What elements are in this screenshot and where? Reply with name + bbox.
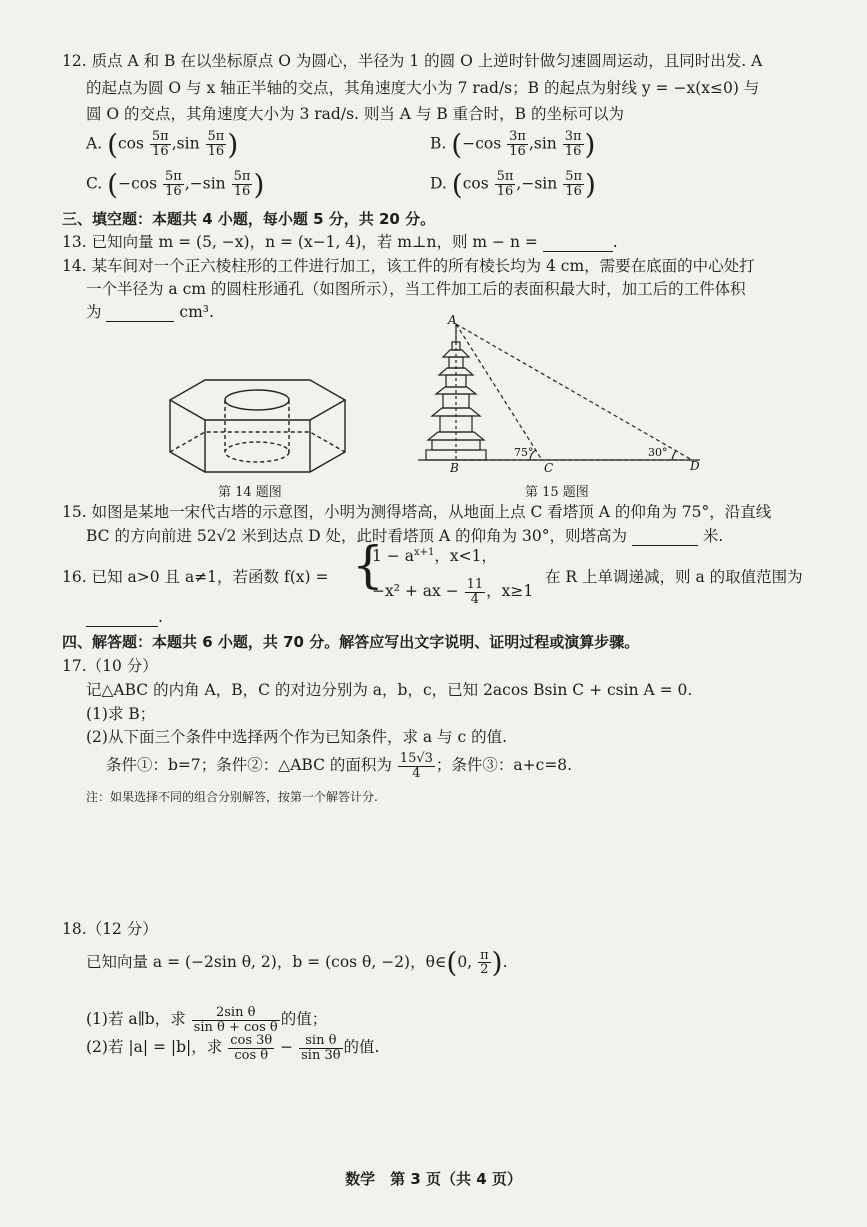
q13-answer-blank[interactable] (543, 237, 613, 252)
q12-line-1: 12. 质点 A 和 B 在以坐标原点 O 为圆心，半径为 1 的圆 O 上逆时针做匀速圆周运动，且同时出发. A (62, 52, 763, 70)
fig15-angle-75: 75° (514, 446, 534, 459)
section-3-heading: 三、填空题：本题共 4 小题，每小题 5 分，共 20 分。 (62, 210, 436, 228)
q12-option-c: C. (−cos $\frac{5\pi}{16}$ ,−sin $\frac{5\pi}{16}$ ) (86, 168, 265, 201)
q18-title: 18.（12 分） (62, 920, 158, 938)
q14-answer-blank[interactable] (106, 307, 174, 322)
q16-answer-blank[interactable] (86, 612, 158, 627)
q16-prefix: 16. 已知 a>0 且 a≠1，若函数 f(x) = (62, 568, 329, 586)
q12-option-a: A. (cos $\frac{5\pi}{16}$ ,sin $\frac{5\pi}{16}$ ) (86, 128, 239, 161)
q16-answer-line: . (86, 608, 163, 627)
fig15-label-d: D (690, 459, 700, 473)
figure-15-caption: 第 15 题图 (525, 485, 589, 500)
q12-line-2: 的起点为圆 O 与 x 轴正半轴的交点，其角速度大小为 7 rad/s；B 的起点为射线 y = −x(x≤0) 与 (86, 79, 760, 97)
figure-15-tower-diagram (410, 312, 710, 474)
section-4-heading: 四、解答题：本题共 6 小题，共 70 分。解答应写出文字说明、证明过程或演算步骤。 (62, 633, 640, 651)
q12-line-3: 圆 O 的交点，其角速度大小为 3 rad/s. 则当 A 与 B 重合时，B 的坐标可以为 (86, 105, 624, 123)
q17-conditions: 条件①：b=7；条件②：△ABC 的面积为 $\frac{15√3}{4}$ ；条件③：a+c=8. (106, 751, 573, 781)
q14-line-1: 14. 某车间对一个正六棱柱形的工件进行加工，该工件的所有棱长均为 4 cm，需要在底面的中心处打 (62, 257, 755, 275)
fig15-label-b: B (450, 461, 459, 474)
q17-note: 注：如果选择不同的组合分别解答，按第一个解答计分. (86, 790, 378, 804)
q17-part-1: (1)求 B； (86, 705, 156, 723)
figure-14-caption: 第 14 题图 (218, 485, 282, 500)
fig15-label-c: C (544, 461, 554, 474)
q18-line-1: 已知向量 a = (−2sin θ, 2)，b = (cos θ, −2)，θ∈(0, $\frac{\pi}{2}$ ). (86, 946, 508, 979)
q17-line-1: 记△ABC 的内角 A，B，C 的对边分别为 a，b，c，已知 2acos Bsin C + csin A = 0. (86, 681, 693, 699)
q16-case-2: −x² + ax − $\frac{11}{4}$ ，x≥1 (372, 577, 534, 607)
q13-text: 13. 已知向量 m = (5, −x)，n = (x−1, 4)，若 m⊥n，则 m − n = . (62, 233, 618, 251)
q15-answer-blank[interactable] (632, 531, 698, 546)
q12-option-d: D. (cos $\frac{5\pi}{16}$ ,−sin $\frac{5\pi}{16}$ ) (430, 168, 596, 201)
q15-line-2: BC 的方向前进 52√2 米到达点 D 处，此时看塔顶 A 的仰角为 30°，则塔高为 米. (86, 527, 724, 545)
q16-suffix: 在 R 上单调递减，则 a 的取值范围为 (545, 568, 803, 586)
q14-line-3: 为 cm³. (86, 303, 214, 321)
q16-case-1: $1 - a^{x+1}$，x<1， (372, 547, 497, 566)
q17-part-2: (2)从下面三个条件中选择两个作为已知条件，求 a 与 c 的值. (86, 728, 508, 746)
fig15-label-a: A (448, 313, 457, 327)
q16-brace: { (352, 536, 384, 594)
q18-part-1: (1)若 a∥b，求 $\frac{\text{2sin θ}}{\text{sin θ + cos θ}}$ 的值； (86, 1005, 328, 1035)
page-footer: 数学 第 3 页（共 4 页） (345, 1170, 522, 1188)
q14-line-2: 一个半径为 a cm 的圆柱形通孔（如图所示），当工件加工后的表面积最大时，加工后的工件体积 (86, 280, 746, 298)
q15-line-1: 15. 如图是某地一宋代古塔的示意图，小明为测得塔高，从地面上点 C 看塔顶 A 的仰角为 75°，沿直线 (62, 503, 772, 521)
fig15-angle-30: 30° (648, 446, 668, 459)
figure-14-hexagonal-prism (160, 372, 360, 482)
q12-option-b: B. (−cos $\frac{3\pi}{16}$ ,sin $\frac{3\pi}{16}$ ) (430, 128, 596, 161)
q17-title: 17.（10 分） (62, 657, 158, 675)
q18-part-2: (2)若 |a| = |b|，求 $\frac{\cos 3\theta}{\text{cos θ}}$ − $\frac{\text{sin θ}}{\sin 3\theta}$ 的值. (86, 1033, 380, 1063)
